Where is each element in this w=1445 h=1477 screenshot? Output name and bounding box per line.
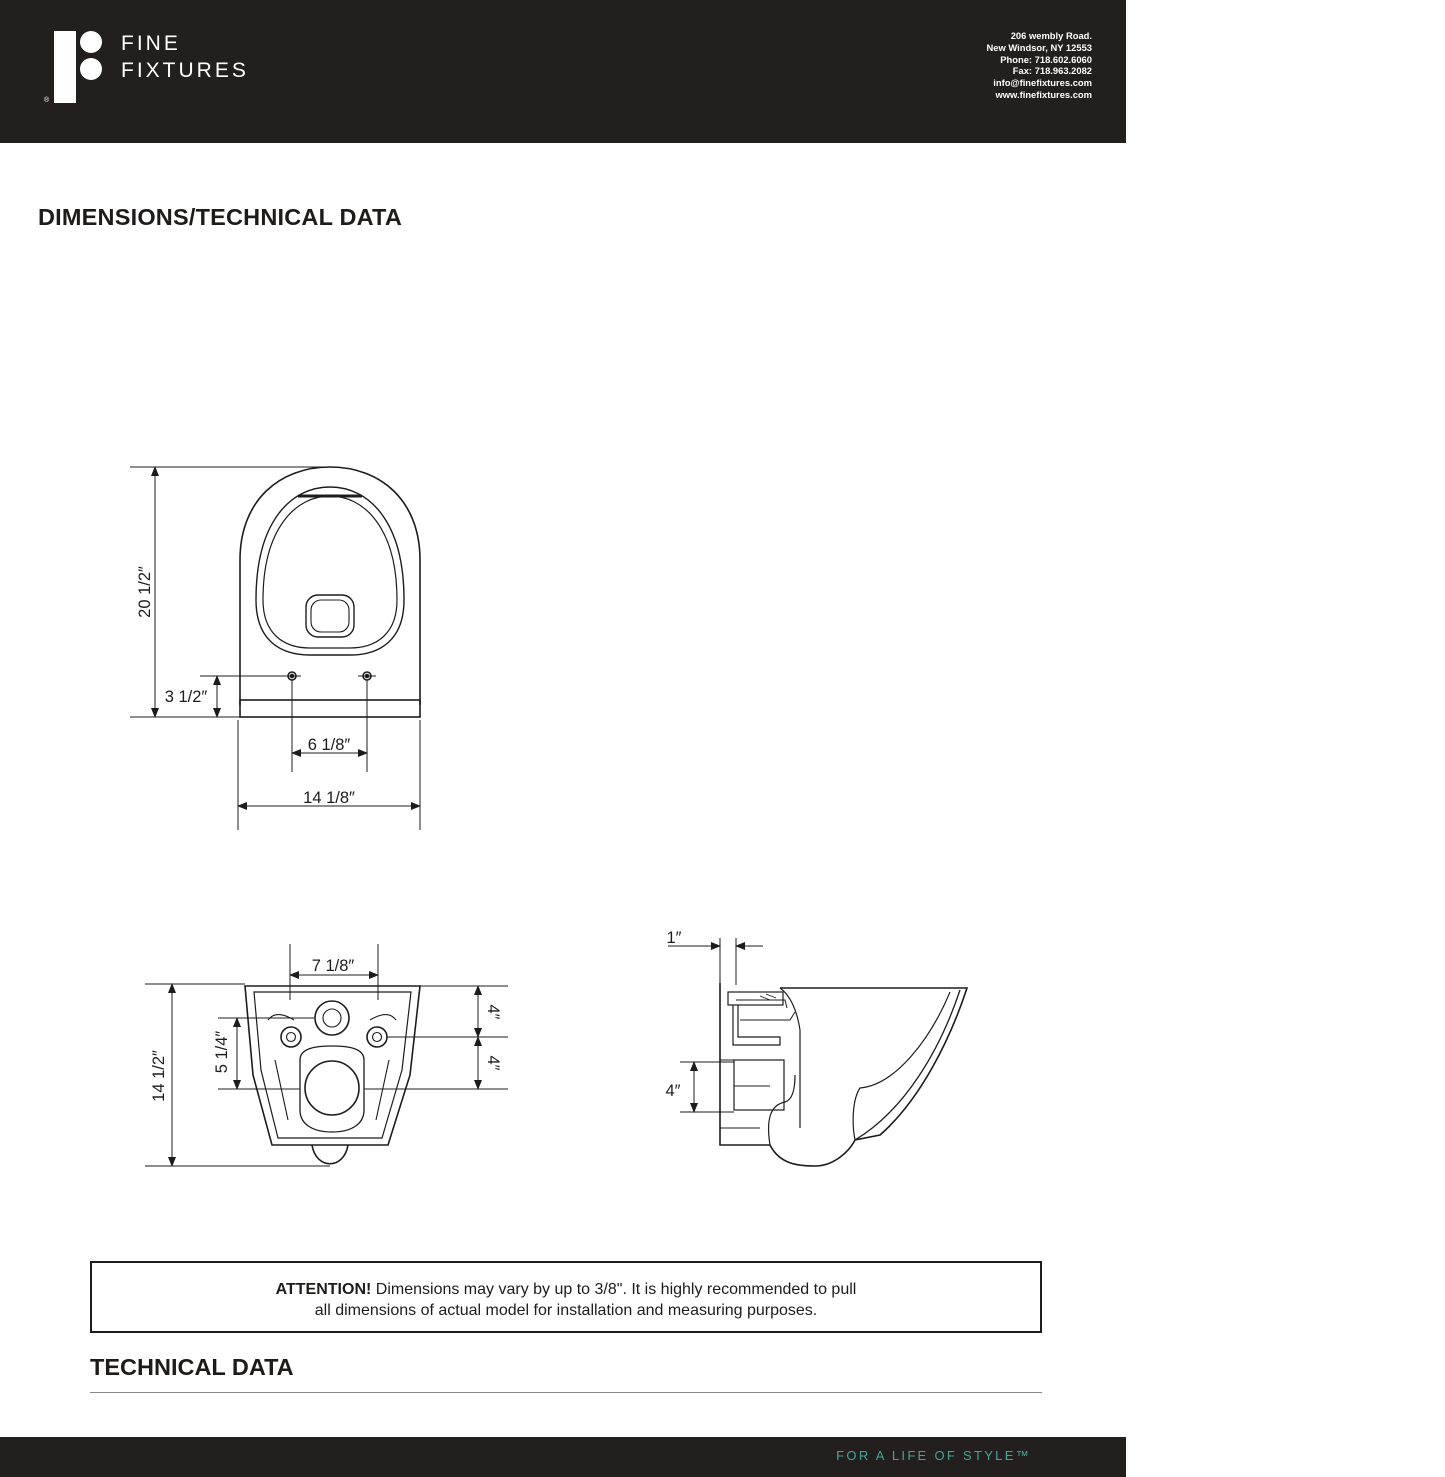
attention-notice	[90, 1261, 1042, 1333]
page-title: DIMENSIONS/TECHNICAL DATA	[38, 204, 403, 230]
bolt-offset-label: 3 1/2″	[164, 688, 208, 706]
section-divider	[90, 1392, 1042, 1393]
address-line-1: 206 wembly Road.	[1010, 30, 1092, 41]
address-line-2: New Windsor, NY 12553	[986, 41, 1092, 53]
hole-offset-label: 5 1/4″	[213, 1030, 231, 1074]
brand-line-2: FIXTURES	[121, 59, 249, 82]
bolt-spacing-label: 6 1/8″	[307, 736, 351, 754]
attention-line-1	[92, 1279, 1040, 1300]
top-width-label: 14 1/8″	[303, 789, 355, 807]
fax-number: Fax: 718.963.2082	[1012, 65, 1092, 77]
phone-number: Phone: 718.602.6060	[1000, 53, 1092, 65]
upper-spacing-label: 4″	[484, 1004, 502, 1020]
back-top-width-label: 7 1/8″	[311, 957, 355, 975]
email-link[interactable]: info@finefixtures.com	[993, 77, 1092, 89]
footer-tagline: FOR A LIFE OF STYLE™	[836, 1448, 1031, 1463]
technical-data-title: TECHNICAL DATA	[90, 1354, 294, 1380]
side-view-drawing	[720, 983, 967, 1166]
outlet-height-label: 4″	[665, 1082, 681, 1100]
wall-offset-label: 1″	[666, 929, 682, 947]
website-link[interactable]: www.finefixtures.com	[995, 88, 1092, 100]
attention-label: ATTENTION!	[275, 1281, 372, 1298]
top-view-drawing	[240, 467, 420, 717]
lower-spacing-label: 4″	[484, 1055, 502, 1071]
back-height-label: 14 1/2″	[150, 1050, 168, 1102]
attention-text-1: Dimensions may vary by up to 3/8". It is highly recommended to pull	[371, 1281, 857, 1298]
registered-mark: ®	[44, 97, 50, 104]
top-height-label: 20 1/2″	[136, 566, 154, 618]
footer-bar	[0, 1437, 1126, 1477]
back-view-drawing	[245, 986, 420, 1164]
attention-text-2: all dimensions of actual model for installation and measuring purposes.	[314, 1302, 818, 1319]
back-view-dimension-lines	[145, 944, 508, 1166]
brand-line-1: FINE	[121, 32, 181, 55]
